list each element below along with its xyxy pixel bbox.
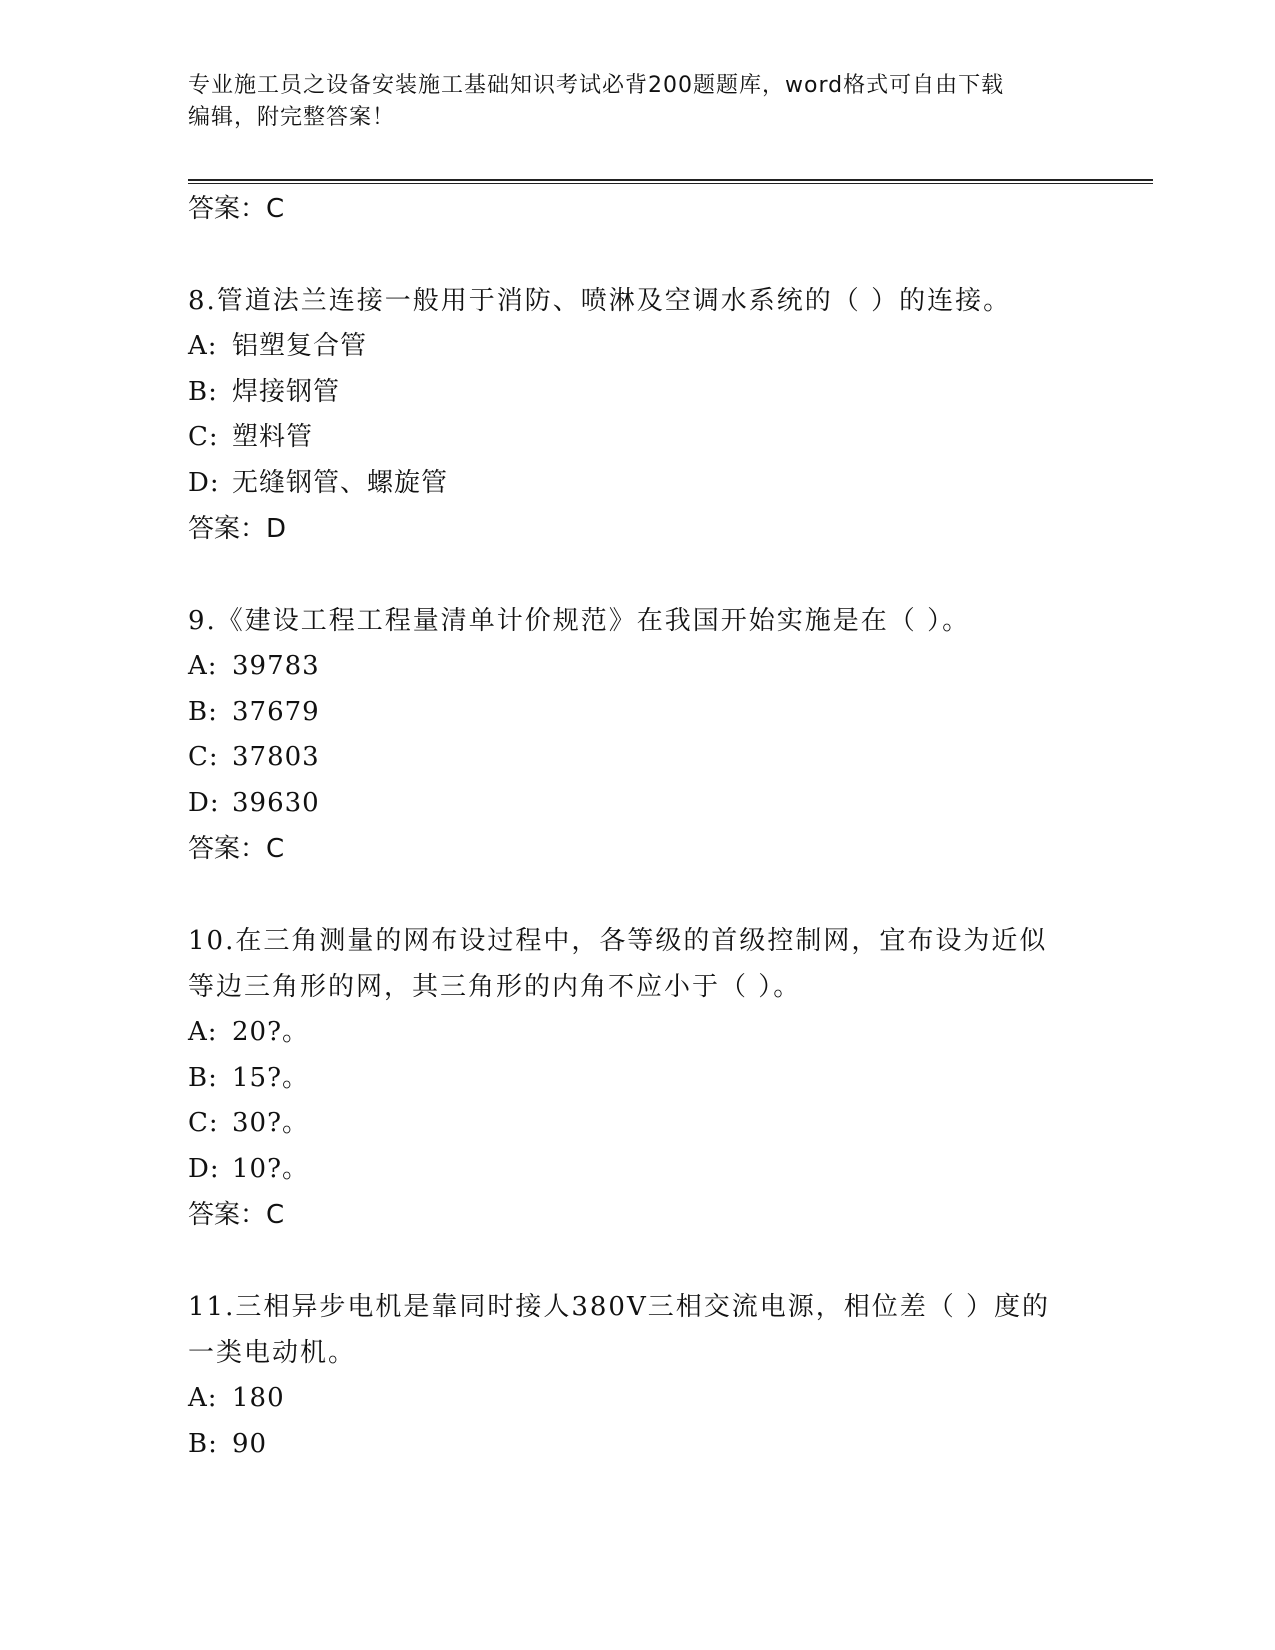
- option-b: B: 焊接钢管: [188, 376, 341, 407]
- question-10-text-line-1: 10.在三角测量的网布设过程中，各等级的首级控制网，宜布设为近似: [188, 926, 1048, 956]
- option-a: A: 39783: [188, 651, 320, 681]
- option-c: C: 30?。: [188, 1108, 310, 1138]
- document-header: [188, 70, 1068, 134]
- question-11-text-line-2: 一类电动机。: [188, 1338, 357, 1368]
- answer-q9: 答案：C: [188, 834, 285, 864]
- question-8-text: 8.管道法兰连接一般用于消防、喷淋及空调水系统的（ ）的连接。: [188, 286, 1012, 316]
- option-a: A: 铝塑复合管: [188, 331, 368, 361]
- question-11: [188, 1284, 1088, 1467]
- header-line-2: 编辑，附完整答案！: [188, 105, 396, 130]
- question-9-text: 9.《建设工程工程量清单计价规范》在我国开始实施是在（ ）。: [188, 606, 971, 636]
- answer-q8: 答案：D: [188, 514, 287, 544]
- header-divider-thin: [188, 183, 1153, 184]
- question-9: [188, 598, 1088, 872]
- option-c: C: 塑料管: [188, 422, 314, 452]
- question-10-text-line-2: 等边三角形的网，其三角形的内角不应小于（ ）。: [188, 972, 802, 1002]
- option-b: B: 15?。: [188, 1062, 310, 1093]
- option-d: D: 10?。: [188, 1153, 310, 1184]
- header-line-1: 专业施工员之设备安装施工基础知识考试必背200题题库，word格式可自由下载: [188, 73, 1005, 98]
- option-c: C: 37803: [188, 742, 320, 772]
- option-b: B: 37679: [188, 696, 320, 727]
- answer-q10: 答案：C: [188, 1200, 285, 1230]
- option-a: A: 20?。: [188, 1017, 310, 1047]
- question-10: [188, 918, 1088, 1238]
- option-d: D: 无缝钢管、螺旋管: [188, 467, 449, 498]
- question-list: [188, 186, 1088, 1467]
- question-8: [188, 278, 1088, 552]
- answer-q7: 答案：C: [188, 194, 285, 224]
- header-divider: [188, 179, 1153, 181]
- option-b: B: 90: [188, 1428, 268, 1459]
- option-d: D: 39630: [188, 787, 320, 818]
- option-a: A: 180: [188, 1383, 285, 1413]
- question-11-text-line-1: 11.三相异步电机是靠同时接人380V三相交流电源，相位差（ ）度的: [188, 1292, 1051, 1322]
